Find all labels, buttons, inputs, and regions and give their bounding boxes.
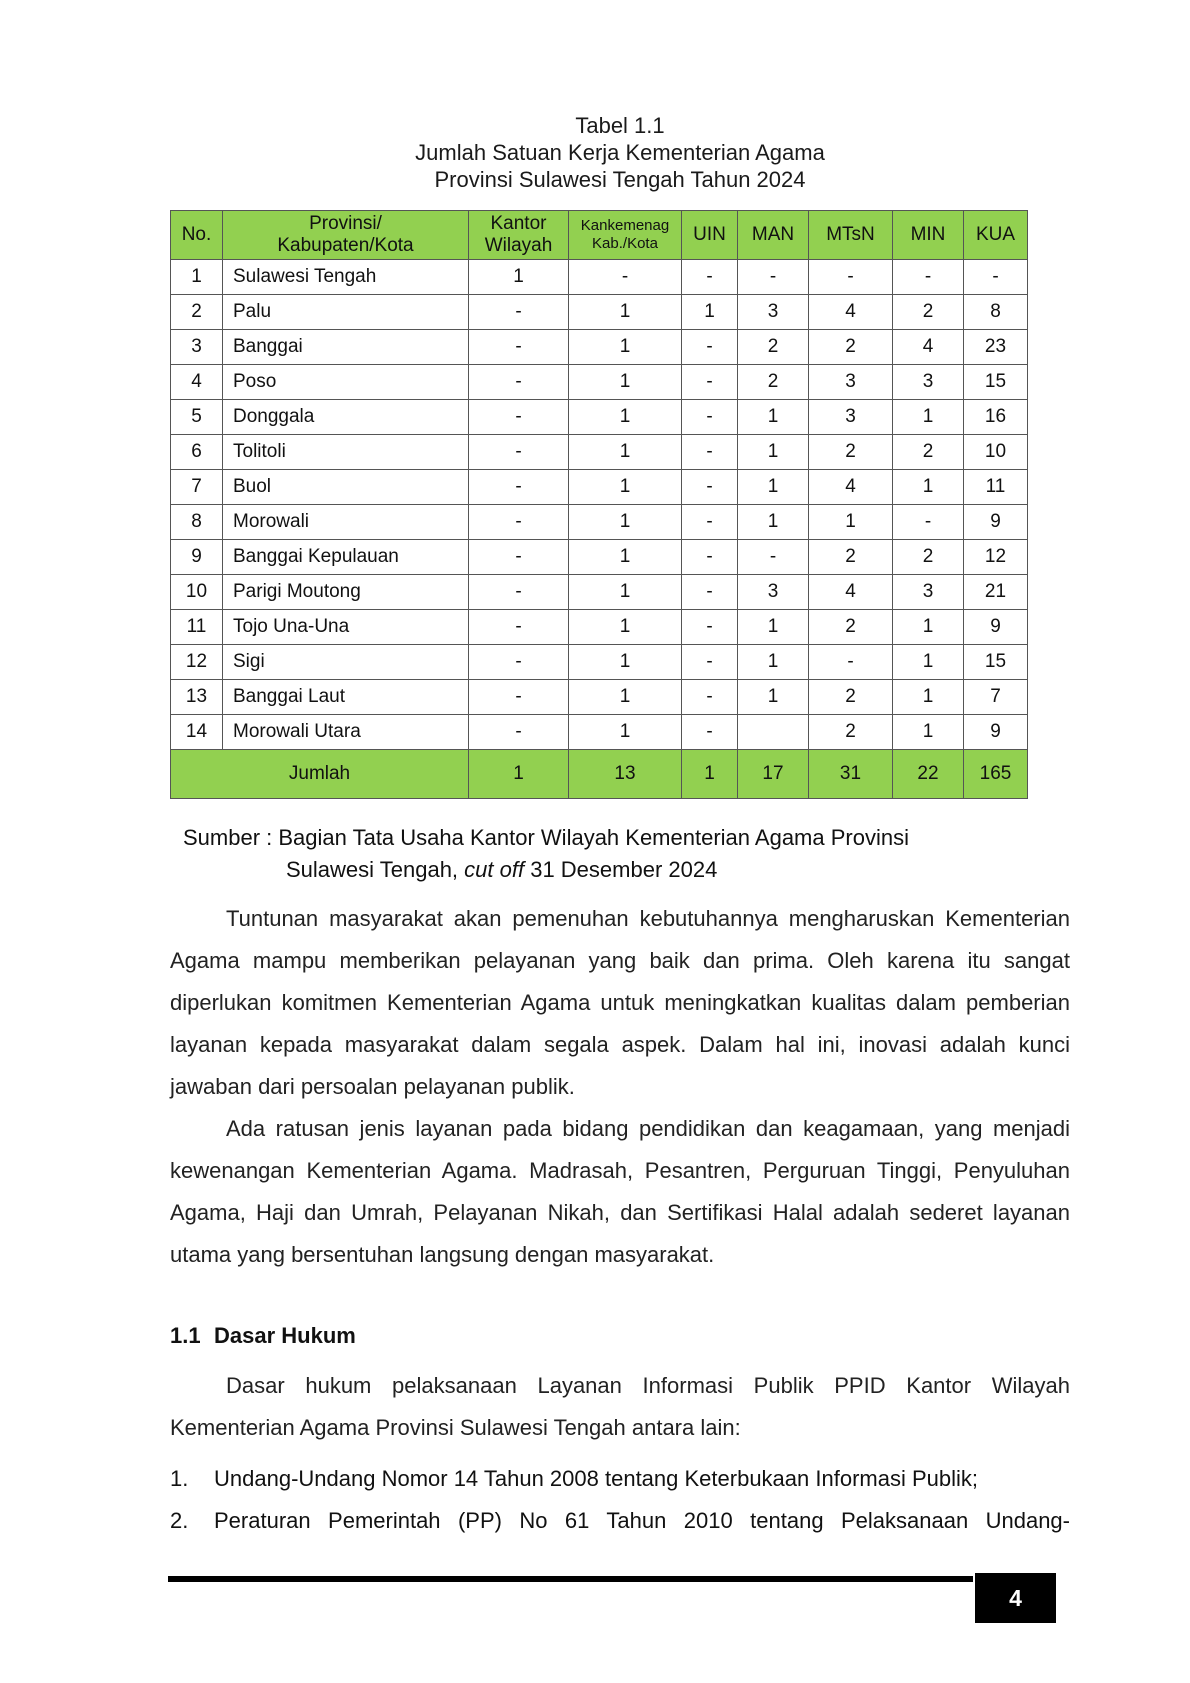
cell-name: Tojo Una-Una: [223, 610, 469, 645]
cell-kankemenag: 1: [569, 295, 682, 330]
cell-mtsn: 2: [809, 330, 893, 365]
cell-kanwil: -: [469, 680, 569, 715]
cell-uin: -: [682, 540, 738, 575]
cell-kua: -: [964, 260, 1028, 295]
cell-kankemenag: 1: [569, 680, 682, 715]
cell-no: 12: [171, 645, 223, 680]
cell-mtsn: 2: [809, 715, 893, 750]
caption-line-1: Tabel 1.1: [575, 113, 665, 138]
table-row: [171, 470, 1028, 505]
total-mtsn: 31: [809, 750, 893, 799]
cell-no: 6: [171, 435, 223, 470]
table-row: [171, 540, 1028, 575]
cell-no: 5: [171, 400, 223, 435]
cell-kanwil: -: [469, 435, 569, 470]
cell-kua: 11: [964, 470, 1028, 505]
cell-uin: -: [682, 330, 738, 365]
table-row: [171, 505, 1028, 540]
cell-kua: 21: [964, 575, 1028, 610]
cell-kua: 10: [964, 435, 1028, 470]
cell-name: Sigi: [223, 645, 469, 680]
page-number: 4: [975, 1573, 1056, 1623]
section-title: Dasar Hukum: [214, 1323, 356, 1348]
header-uin: UIN: [682, 211, 738, 260]
cell-min: 2: [893, 435, 964, 470]
table-row: [171, 575, 1028, 610]
cell-name: Morowali Utara: [223, 715, 469, 750]
cell-mtsn: 2: [809, 435, 893, 470]
cell-kankemenag: 1: [569, 575, 682, 610]
total-kua: 165: [964, 750, 1028, 799]
cell-kankemenag: 1: [569, 470, 682, 505]
table-row: [171, 400, 1028, 435]
cell-kankemenag: 1: [569, 365, 682, 400]
list-item: 2. Peraturan Pemerintah (PP) No 61 Tahun 2010 tentang Pelaksanaan Undang-: [170, 1508, 1070, 1533]
cell-min: 1: [893, 645, 964, 680]
header-min: MIN: [893, 211, 964, 260]
cell-kankemenag: 1: [569, 540, 682, 575]
cell-uin: -: [682, 610, 738, 645]
cell-man: 1: [738, 470, 809, 505]
cell-kua: 12: [964, 540, 1028, 575]
cell-kanwil: -: [469, 715, 569, 750]
total-kankemenag: 13: [569, 750, 682, 799]
paragraph-2: Ada ratusan jenis layanan pada bidang pendidikan dan keagamaan, yang menjadi kewenangan Kementerian Agama. Madrasah, Pesantren, Perguruan Tinggi, Penyuluhan Agama, Haji dan Umrah, Pelayanan Nikah, dan Sertifikasi Halal adalah sederet layanan utama yang bersentuhan langsung dengan masyarakat.: [170, 1116, 1070, 1267]
cell-mtsn: 4: [809, 470, 893, 505]
cell-no: 11: [171, 610, 223, 645]
cell-kanwil: -: [469, 330, 569, 365]
cell-man: -: [738, 540, 809, 575]
source-line-2: Sulawesi Tengah, cut off 31 Desember 2024: [286, 857, 718, 882]
body-paragraphs: [170, 898, 1070, 1276]
cell-no: 1: [171, 260, 223, 295]
cell-min: 1: [893, 715, 964, 750]
cell-man: 1: [738, 610, 809, 645]
cell-uin: -: [682, 400, 738, 435]
cell-name: Donggala: [223, 400, 469, 435]
cell-uin: -: [682, 470, 738, 505]
cell-kanwil: -: [469, 365, 569, 400]
cell-kankemenag: -: [569, 260, 682, 295]
cell-no: 9: [171, 540, 223, 575]
paragraph-1: Tuntunan masyarakat akan pemenuhan kebutuhannya mengharuskan Kementerian Agama mampu memberikan pelayanan yang baik dan prima. Oleh karena itu sangat diperlukan komitmen Kementerian Agama untuk meningkatkan kualitas dalam pemberian layanan kepada masyarakat dalam segala aspek. Dalam hal ini, inovasi adalah kunci jawaban dari persoalan pelayanan publik.: [170, 906, 1070, 1099]
footer-rule: [168, 1576, 973, 1582]
total-uin: 1: [682, 750, 738, 799]
cell-mtsn: 2: [809, 610, 893, 645]
cell-mtsn: 4: [809, 575, 893, 610]
cell-no: 3: [171, 330, 223, 365]
caption-line-2: Jumlah Satuan Kerja Kementerian Agama: [415, 140, 825, 165]
table-row: [171, 645, 1028, 680]
cell-kua: 9: [964, 610, 1028, 645]
cell-kankemenag: 1: [569, 505, 682, 540]
cell-man: 1: [738, 505, 809, 540]
cell-uin: -: [682, 505, 738, 540]
cell-kua: 15: [964, 645, 1028, 680]
table-header-row: [171, 211, 1028, 260]
source-line-1: Sumber : Bagian Tata Usaha Kantor Wilayah Kementerian Agama Provinsi: [183, 825, 909, 850]
cell-min: -: [893, 505, 964, 540]
cell-kua: 16: [964, 400, 1028, 435]
total-man: 17: [738, 750, 809, 799]
table-row: [171, 715, 1028, 750]
cell-mtsn: 1: [809, 505, 893, 540]
satker-table: [170, 210, 1028, 799]
header-man: MAN: [738, 211, 809, 260]
total-kanwil: 1: [469, 750, 569, 799]
cell-man: 1: [738, 400, 809, 435]
header-provinsi: Provinsi/ Kabupaten/Kota: [223, 211, 469, 260]
table-caption: [0, 112, 1190, 193]
cell-kanwil: -: [469, 645, 569, 680]
cell-no: 13: [171, 680, 223, 715]
cell-kanwil: -: [469, 400, 569, 435]
cell-name: Sulawesi Tengah: [223, 260, 469, 295]
section-intro: [170, 1365, 1070, 1449]
cell-kankemenag: 1: [569, 715, 682, 750]
cell-kanwil: -: [469, 610, 569, 645]
cell-man: 1: [738, 645, 809, 680]
cell-name: Poso: [223, 365, 469, 400]
cell-min: -: [893, 260, 964, 295]
cell-man: 1: [738, 435, 809, 470]
cell-uin: -: [682, 435, 738, 470]
table-row: [171, 435, 1028, 470]
cell-min: 1: [893, 470, 964, 505]
cell-no: 7: [171, 470, 223, 505]
cell-no: 8: [171, 505, 223, 540]
cell-kankemenag: 1: [569, 400, 682, 435]
cell-man: 1: [738, 680, 809, 715]
table-source: [183, 822, 909, 886]
cell-kua: 23: [964, 330, 1028, 365]
header-kantor-wilayah: Kantor Wilayah: [469, 211, 569, 260]
cell-min: 3: [893, 575, 964, 610]
cell-min: 1: [893, 680, 964, 715]
cell-min: 1: [893, 610, 964, 645]
cell-min: 2: [893, 540, 964, 575]
table-row: [171, 330, 1028, 365]
cell-kanwil: 1: [469, 260, 569, 295]
cell-no: 2: [171, 295, 223, 330]
table-row: [171, 610, 1028, 645]
list-item: 1. Undang-Undang Nomor 14 Tahun 2008 tentang Keterbukaan Informasi Publik;: [170, 1466, 978, 1491]
cell-mtsn: 2: [809, 540, 893, 575]
cell-uin: -: [682, 365, 738, 400]
cell-uin: -: [682, 260, 738, 295]
cell-kanwil: -: [469, 295, 569, 330]
cell-name: Parigi Moutong: [223, 575, 469, 610]
cell-name: Banggai Kepulauan: [223, 540, 469, 575]
cell-man: -: [738, 260, 809, 295]
table-row: [171, 365, 1028, 400]
cell-uin: -: [682, 645, 738, 680]
cell-no: 14: [171, 715, 223, 750]
section-number: 1.1: [170, 1323, 201, 1348]
caption-line-3: Provinsi Sulawesi Tengah Tahun 2024: [434, 167, 806, 192]
cell-uin: -: [682, 715, 738, 750]
table-row: [171, 295, 1028, 330]
cell-uin: -: [682, 680, 738, 715]
cell-kanwil: -: [469, 540, 569, 575]
cell-man: 3: [738, 295, 809, 330]
cell-mtsn: 2: [809, 680, 893, 715]
cell-mtsn: 3: [809, 365, 893, 400]
cell-kua: 9: [964, 715, 1028, 750]
cell-man: 3: [738, 575, 809, 610]
cell-no: 10: [171, 575, 223, 610]
cell-name: Tolitoli: [223, 435, 469, 470]
table-row: [171, 680, 1028, 715]
cell-kua: 7: [964, 680, 1028, 715]
cell-name: Palu: [223, 295, 469, 330]
cell-no: 4: [171, 365, 223, 400]
cell-kua: 9: [964, 505, 1028, 540]
header-kankemenag: Kankemenag Kab./Kota: [569, 211, 682, 260]
cell-name: Banggai Laut: [223, 680, 469, 715]
cell-kua: 15: [964, 365, 1028, 400]
cell-min: 1: [893, 400, 964, 435]
paragraph-3: Dasar hukum pelaksanaan Layanan Informasi Publik PPID Kantor Wilayah Kementerian Agama Provinsi Sulawesi Tengah antara lain:: [170, 1373, 1070, 1440]
cell-name: Banggai: [223, 330, 469, 365]
table-total-row: [171, 750, 1028, 799]
cell-mtsn: 3: [809, 400, 893, 435]
cell-uin: 1: [682, 295, 738, 330]
cell-mtsn: -: [809, 645, 893, 680]
cell-uin: -: [682, 575, 738, 610]
total-min: 22: [893, 750, 964, 799]
cell-min: 2: [893, 295, 964, 330]
cell-kanwil: -: [469, 470, 569, 505]
total-label: Jumlah: [171, 750, 469, 799]
cell-kankemenag: 1: [569, 330, 682, 365]
table-row: [171, 260, 1028, 295]
header-no: No.: [171, 211, 223, 260]
cell-name: Buol: [223, 470, 469, 505]
cell-min: 4: [893, 330, 964, 365]
cell-mtsn: 4: [809, 295, 893, 330]
cell-min: 3: [893, 365, 964, 400]
cell-man: [738, 715, 809, 750]
section-heading: [170, 1323, 356, 1349]
cell-man: 2: [738, 365, 809, 400]
cell-kankemenag: 1: [569, 610, 682, 645]
legal-basis-list: [170, 1458, 1070, 1542]
cell-name: Morowali: [223, 505, 469, 540]
cell-man: 2: [738, 330, 809, 365]
header-mtsn: MTsN: [809, 211, 893, 260]
cell-mtsn: -: [809, 260, 893, 295]
header-kua: KUA: [964, 211, 1028, 260]
cell-kankemenag: 1: [569, 435, 682, 470]
cell-kua: 8: [964, 295, 1028, 330]
cell-kanwil: -: [469, 505, 569, 540]
cell-kankemenag: 1: [569, 645, 682, 680]
cell-kanwil: -: [469, 575, 569, 610]
